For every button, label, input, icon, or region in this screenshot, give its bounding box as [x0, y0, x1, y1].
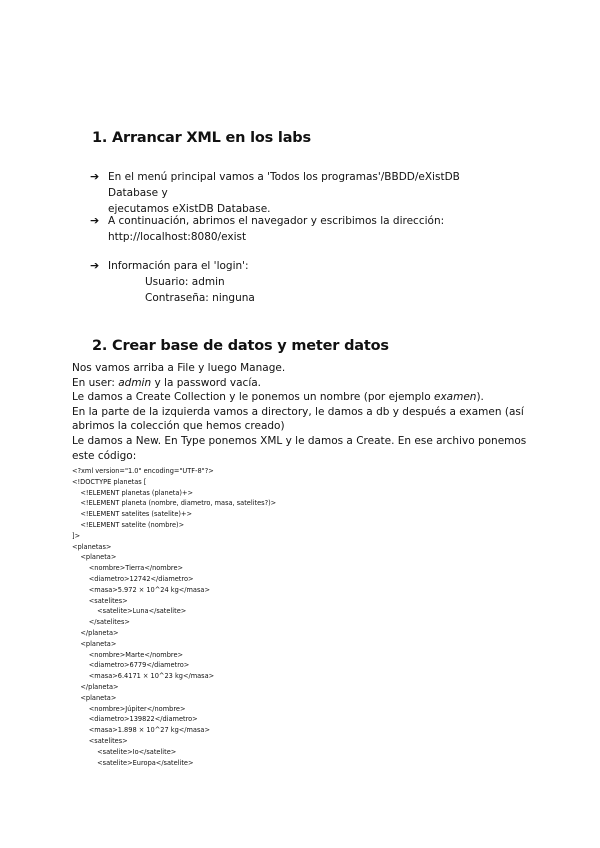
bullet-item — [90, 258, 510, 306]
code-line: <planeta> — [72, 639, 117, 648]
code-line: </planeta> — [72, 682, 119, 691]
code-line: <!ELEMENT planetas (planeta)+> — [72, 488, 194, 497]
code-line: <nombre>Marte</nombre> — [72, 650, 184, 659]
paragraph: Le damos a New. En Type ponemos XML y le damos a Create. En ese archivo ponemos este código: — [72, 434, 527, 462]
code-line: <planeta> — [72, 553, 117, 562]
code-line: <planeta> — [72, 693, 117, 702]
arrow-icon: ➔ — [90, 214, 100, 227]
code-line: <!ELEMENT planeta (nombre, diametro, masa, satelites?)> — [72, 499, 277, 508]
code-line: <diametro>12742</diametro> — [72, 574, 194, 583]
code-line: <?xml version="1.0" encoding="UTF-8"?> — [72, 467, 214, 475]
code-line: <satelite>Io</satelite> — [72, 747, 177, 756]
arrow-icon: ➔ — [90, 259, 100, 272]
code-line: <nombre>Júpiter</nombre> — [72, 704, 186, 713]
code-line: <satelites> — [72, 736, 128, 745]
login-user: Usuario: admin — [145, 276, 225, 288]
code-line: <diametro>6779</diametro> — [72, 661, 190, 670]
paragraph: Nos vamos arriba a File y luego Manage. — [72, 362, 286, 374]
paragraph: En user: admin y la password vacía. — [72, 376, 262, 389]
bullet-line: ejecutamos eXistDB Database. — [108, 203, 271, 215]
code-line: <!DOCTYPE planetas [ — [72, 477, 147, 486]
code-line: <planetas> — [72, 542, 112, 551]
bullet-line: En el menú principal vamos a 'Todos los programas'/BBDD/eXistDB Database y — [108, 171, 460, 199]
bullet-item — [90, 213, 510, 245]
bullet-line: A continuación, abrimos el navegador y escribimos la dirección: — [108, 215, 445, 227]
bullet-line: http://localhost:8080/exist — [108, 231, 247, 243]
code-line: </planeta> — [72, 628, 119, 637]
section2-title: Crear base de datos y meter datos — [112, 338, 389, 354]
code-line: <!ELEMENT satelite (nombre)> — [72, 520, 185, 529]
section2-heading — [92, 338, 389, 354]
section1-heading — [92, 130, 311, 146]
section1-number: 1. — [92, 130, 108, 146]
code-line: <masa>6.4171 × 10^23 kg</masa> — [72, 672, 215, 681]
code-line: <!ELEMENT satelites (satelite)+> — [72, 510, 193, 519]
login-password: Contraseña: ninguna — [145, 292, 255, 304]
code-line: <satelites> — [72, 596, 128, 605]
code-line: <satelite>Luna</satelite> — [72, 607, 187, 616]
code-line: </satelites> — [72, 618, 130, 627]
section2-number: 2. — [92, 338, 108, 354]
paragraph: En la parte de la izquierda vamos a directory, le damos a db y después a examen (así abrimos la colección que hemos creado) — [72, 405, 524, 433]
code-line: <satelite>Europa</satelite> — [72, 758, 194, 767]
arrow-icon: ➔ — [90, 170, 100, 183]
code-line: <masa>1.898 × 10^27 kg</masa> — [72, 726, 210, 735]
code-line: <diametro>139822</diametro> — [72, 715, 198, 724]
bullet-item — [90, 169, 510, 217]
bullet-line: Información para el 'login': — [108, 260, 249, 272]
code-line: <masa>5.972 × 10^24 kg</masa> — [72, 585, 210, 594]
section2-body — [72, 361, 532, 463]
xml-code-block — [72, 466, 276, 768]
paragraph: Le damos a Create Collection y le ponemos un nombre (por ejemplo examen). — [72, 391, 484, 404]
code-line: ]> — [72, 531, 81, 540]
code-line: <nombre>Tierra</nombre> — [72, 564, 184, 573]
section1-title: Arrancar XML en los labs — [112, 130, 311, 146]
